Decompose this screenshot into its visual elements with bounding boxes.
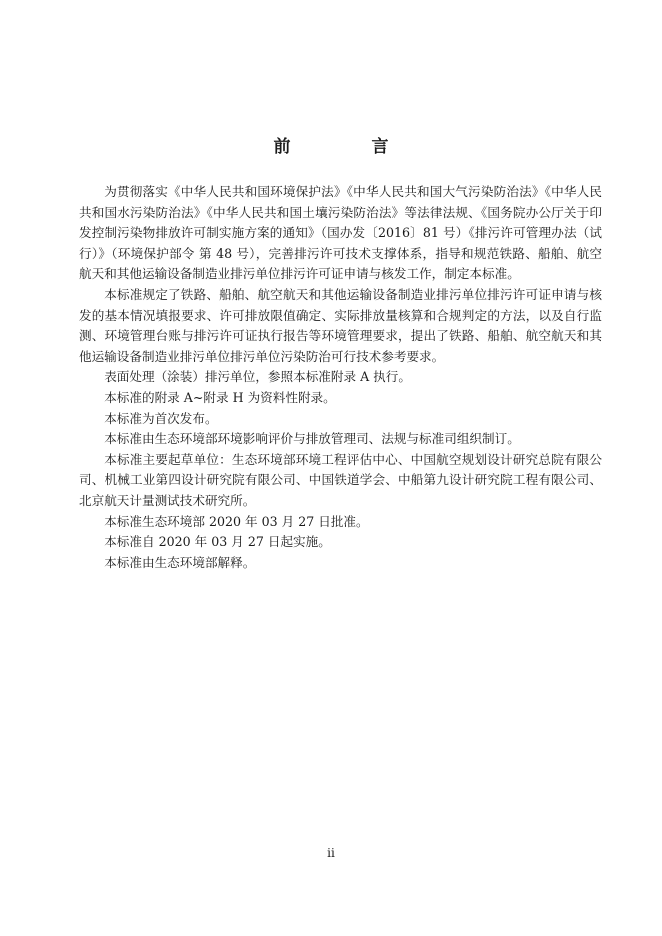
paragraph-appendix: 本标准的附录 A~附录 H 为资料性附录。 (104, 389, 336, 405)
paragraph-interpretation: 本标准由生态环境部解释。 (104, 554, 256, 570)
paragraph-effective-date: 本标准自 2020 年 03 月 27 日起实施。 (104, 534, 331, 550)
paragraph-purpose: 为贯彻落实《中华人民共和国环境保护法》《中华人民共和国大气污染防治法》《中华人民共和国水污染防治法》《中华人民共和国土壤污染防治法》等法律法规、《国务院办公厅关于印发控制污染物排放许可制实施方案的通知》（国办发〔2016〕81 号）《排污许可管理办法（试行）》（环境保护部令 第 48 号），完善排污许可技术支撑体系，指导和规范铁路、船舶、航空航天和其他运输设备制造业排污单位排污许可证申请与核发工作，制定本标准。 (79, 184, 602, 282)
paragraph-surface-treatment: 表面处理（涂装）排污单位，参照本标准附录 A 执行。 (104, 369, 411, 385)
paragraph-scope: 本标准规定了铁路、船舶、航空航天和其他运输设备制造业排污单位排污许可证申请与核发的基本情况填报要求、许可排放限值确定、实际排放量核算和合规判定的方法，以及自行监测、环境管理台账与排污许可证执行报告等环境管理要求，提出了铁路、船舶、航空航天和其他运输设备制造业排污单位排污单位污染防治可行技术参考要求。 (79, 286, 602, 364)
paragraph-drafting-units: 本标准主要起草单位：生态环境部环境工程评估中心、中国航空规划设计研究总院有限公司、机械工业第四设计研究院有限公司、中国铁道学会、中船第九设计研究院工程有限公司、北京航天计量测试技术研究所。 (79, 451, 602, 508)
paragraph-first-release: 本标准为首次发布。 (104, 410, 218, 426)
foreword-body (79, 182, 602, 573)
paragraph-organizer: 本标准由生态环境部环境影响评价与排放管理司、法规与标准司组织制订。 (104, 431, 520, 447)
page-number: ii (327, 846, 335, 860)
paragraph-approval-date: 本标准生态环境部 2020 年 03 月 27 日批准。 (104, 513, 369, 529)
page-title: 前 言 (273, 137, 421, 157)
